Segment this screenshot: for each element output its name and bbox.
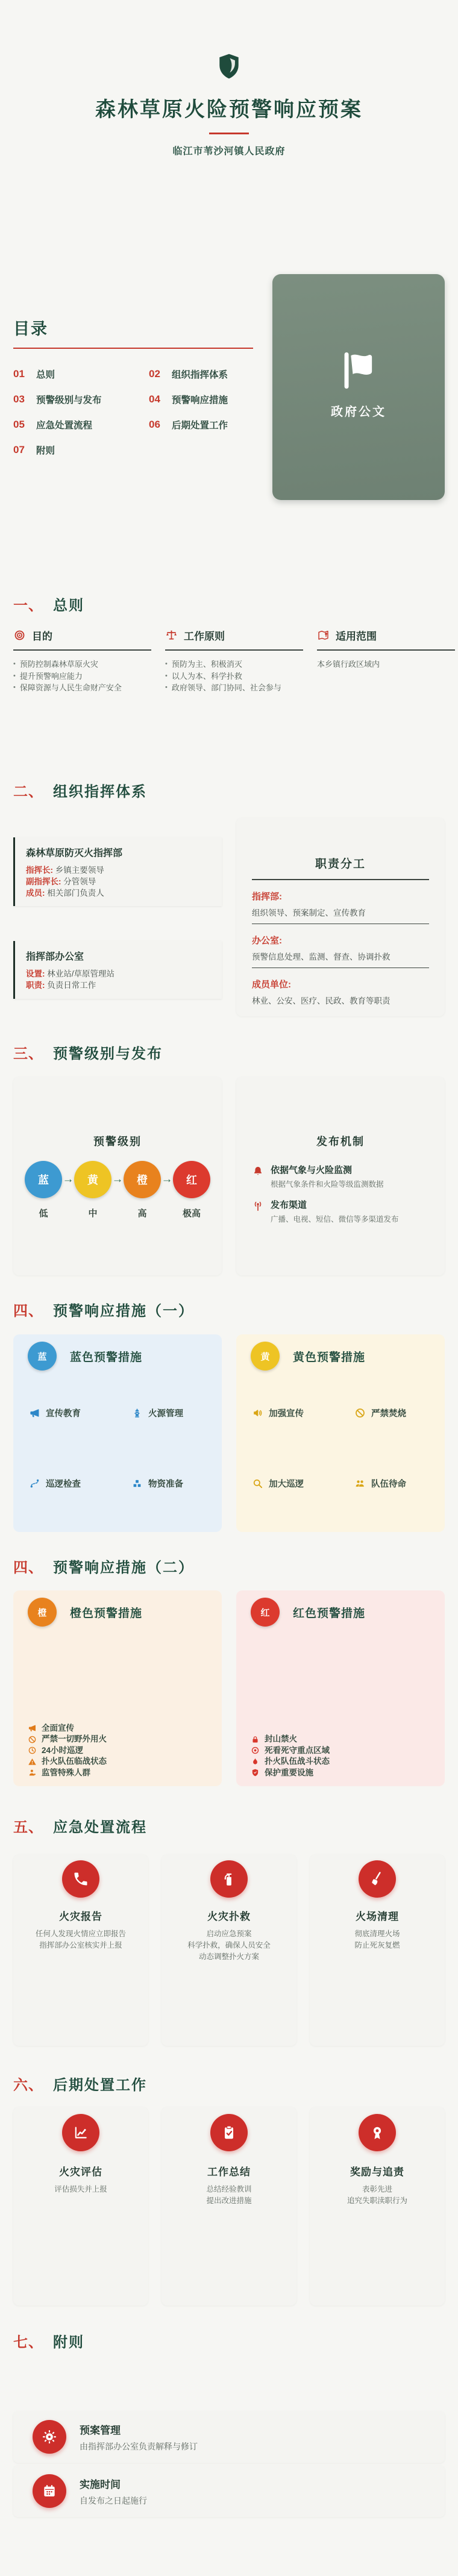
warning-triangle-icon (28, 1757, 37, 1766)
card-title: 黄色预警措施 (293, 1351, 366, 1364)
measure-grid (252, 1407, 430, 1490)
fire-hydrant-icon (131, 1407, 143, 1419)
calendar-icon (42, 2483, 57, 2499)
measure-label: 封山禁火 (265, 1734, 297, 1743)
toc-item-label: 应急处置流程 (36, 420, 93, 431)
flow-card-fighting (162, 1854, 296, 2046)
aftermath-title: 火灾评估 (59, 2166, 102, 2178)
measure-label: 火源管理 (148, 1409, 183, 1419)
flow-line: 启动应急预案 (206, 1930, 252, 1938)
toc-item-number: 01 (13, 368, 25, 380)
card-row (26, 876, 211, 887)
flow-line: 科学扑救，确保人员安全 (187, 1941, 271, 1949)
publish-item (252, 1165, 429, 1190)
alarm-bell-icon (252, 1165, 264, 1177)
toc-item-label: 组织指挥体系 (172, 370, 228, 380)
clock-icon (28, 1746, 37, 1755)
measure-item (29, 1407, 131, 1419)
duty-label: 指挥部: (252, 892, 282, 902)
broom-icon (369, 1871, 386, 1887)
measure-item (354, 1407, 430, 1419)
row-label: 成员: (26, 889, 45, 898)
section-title: 后期处置工作 (53, 2077, 147, 2093)
toc-heading: 目录 (13, 320, 48, 338)
card-row (26, 864, 211, 876)
section-4b-heading (13, 1555, 194, 1577)
toc-item (13, 443, 149, 457)
measure-label: 物资准备 (148, 1480, 183, 1489)
section-title: 应急处置流程 (53, 1819, 147, 1836)
column-items (165, 658, 303, 694)
aftermath-card-summary (162, 2107, 296, 2306)
card-header (251, 1598, 430, 1627)
duty-entry (252, 890, 429, 924)
publish-list (236, 1165, 445, 1225)
section-title: 总则 (53, 598, 84, 614)
measure-label: 巡逻检查 (46, 1480, 81, 1489)
medal-icon (369, 2124, 386, 2141)
measure-item (28, 1768, 107, 1779)
measure-item (28, 1723, 107, 1734)
row-value: 林业站/草原管理站 (47, 969, 115, 978)
measure-item (28, 1734, 107, 1745)
toc-item (13, 367, 149, 381)
arrow-right-icon: → (62, 1173, 74, 1186)
section-4a-heading (13, 1299, 194, 1320)
blue-badge: 蓝 (28, 1342, 57, 1371)
aftermath-title: 工作总结 (207, 2166, 251, 2178)
target-icon (13, 629, 26, 642)
flow-title: 火场清理 (356, 1911, 399, 1922)
appendix-desc: 由指挥部办公室负责解释与修订 (80, 2441, 198, 2451)
icon-circle (62, 1860, 99, 1898)
measure-grid (29, 1407, 207, 1490)
toc-item-number: 03 (13, 393, 25, 405)
duty-entry (252, 978, 429, 1011)
list-item: • 保障资源与人民生命财产安全 (13, 682, 151, 694)
measure-list (251, 1734, 330, 1778)
measure-label: 严禁焚烧 (371, 1409, 406, 1419)
icon-circle (33, 2474, 66, 2508)
warning-levels-card (13, 1077, 222, 1275)
level-steps (13, 1161, 222, 1198)
speaker-icon (252, 1407, 263, 1419)
toc-item (13, 392, 149, 407)
flow-title: 火灾报告 (59, 1911, 102, 1922)
clipboard-check-icon (221, 2124, 237, 2141)
aftermath-card-reward (310, 2107, 445, 2306)
phone-icon (72, 1871, 89, 1887)
row-value: 分管领导 (63, 877, 96, 886)
icon-circle (359, 1860, 396, 1898)
measure-label: 扑火队伍临战状态 (42, 1757, 107, 1766)
table-of-contents (13, 316, 272, 457)
shield-logo-icon (218, 53, 240, 80)
toc-item-number: 07 (13, 444, 25, 455)
aftermath-lines (310, 2184, 445, 2207)
measure-label: 严禁一切野外用火 (42, 1734, 107, 1743)
list-item: 本乡镇行政区域内 (317, 660, 380, 669)
gov-badge-label: 政府公文 (331, 405, 386, 419)
megaphone-icon (28, 1724, 37, 1733)
measure-label: 24小时巡逻 (42, 1745, 84, 1755)
aftermath-line: 表彰先进 (362, 2185, 392, 2193)
section-number: 四、 (13, 1303, 43, 1319)
list-item: • 提升预警响应能力 (13, 671, 151, 683)
section-7-heading (13, 2330, 84, 2351)
column-items (317, 658, 455, 671)
card-row (26, 968, 211, 980)
toc-item (149, 417, 272, 432)
measure-label: 死看死守重点区域 (265, 1745, 330, 1755)
flow-card-report (13, 1854, 148, 2046)
column-scope (317, 628, 455, 694)
section-number: 七、 (13, 2334, 43, 2351)
measure-item (29, 1477, 131, 1490)
row-label: 指挥长: (26, 866, 53, 875)
appendix-title: 预案管理 (80, 2424, 121, 2436)
blue-warning-card (13, 1334, 222, 1532)
flag-icon (336, 348, 381, 393)
no-burning-icon (354, 1407, 366, 1419)
publish-item-desc: 根据气象条件和火险等级监测数据 (271, 1180, 384, 1189)
section-1-columns (13, 628, 455, 694)
section-5-heading (13, 1815, 147, 1836)
row-value: 乡镇主要领导 (55, 866, 104, 875)
page-subtitle: 临江市苇沙河镇人民政府 (172, 146, 286, 157)
flow-line: 指挥部办公室核实并上报 (39, 1941, 122, 1949)
column-title: 适用范围 (336, 631, 377, 642)
flow-lines (162, 1928, 296, 1963)
flame-icon (251, 1757, 260, 1766)
card-title: 蓝色预警措施 (70, 1351, 143, 1364)
toc-item-number: 02 (149, 368, 160, 380)
flow-lines (13, 1928, 148, 1951)
duty-desc: 林业、公安、医疗、民政、教育等职责 (252, 996, 391, 1005)
measure-label: 保护重要设施 (265, 1768, 313, 1777)
section-3-heading (13, 1042, 163, 1063)
toc-item (149, 367, 272, 381)
flow-title: 火灾扑救 (207, 1911, 251, 1922)
toc-item (13, 417, 149, 432)
flow-line: 防止死灰复燃 (354, 1941, 400, 1949)
column-items (13, 658, 151, 694)
flow-cards (13, 1854, 445, 2046)
section-title: 预警响应措施（二） (53, 1560, 194, 1576)
flow-line: 彻底清理火场 (354, 1930, 400, 1938)
duty-desc: 预警信息处理、监测、督查、协调扑救 (252, 950, 429, 968)
section-number: 五、 (13, 1819, 43, 1836)
publish-item-desc: 广播、电视、短信、微信等多渠道发布 (271, 1215, 399, 1224)
appendix-text (80, 2476, 147, 2507)
aftermath-line: 总结经验教训 (206, 2185, 252, 2193)
person-icon (28, 1768, 37, 1777)
lock-icon (251, 1735, 260, 1744)
list-item: • 预防控制森林草原火灾 (13, 658, 151, 671)
measure-item (252, 1477, 354, 1490)
measure-item (354, 1477, 430, 1490)
duty-title: 职责分工 (252, 855, 429, 880)
appendix-row-management (13, 2411, 445, 2463)
toc-item-label: 预警级别与发布 (36, 395, 102, 405)
supplies-boxes-icon (131, 1478, 143, 1489)
gear-icon (42, 2429, 57, 2445)
toc-item-label: 后期处置工作 (172, 420, 228, 431)
level-label: 极高 (182, 1208, 201, 1219)
aftermath-lines (162, 2184, 296, 2207)
shield-check-icon (251, 1768, 260, 1777)
column-divider (165, 649, 303, 651)
toc-item-number: 04 (149, 393, 160, 405)
toc-item-label: 总则 (36, 370, 55, 380)
toc-item-label: 预警响应措施 (172, 395, 228, 405)
level-labels (13, 1207, 222, 1219)
level-circle-yellow: 黄 (74, 1161, 111, 1198)
card-title: 发布机制 (316, 1136, 365, 1148)
publish-mechanism-card (236, 1077, 445, 1275)
duty-desc: 组织领导、预案制定、宣传教育 (252, 906, 429, 924)
card-row (26, 980, 211, 991)
column-title: 目的 (32, 631, 52, 642)
section-number: 六、 (13, 2077, 43, 2093)
section-1-heading (13, 593, 84, 614)
page-title: 森林草原火险预警响应预案 (95, 98, 363, 121)
card-row (26, 887, 211, 899)
card-title: 森林草原防灭火指挥部 (26, 848, 123, 858)
section-title: 附则 (53, 2334, 84, 2351)
title-divider (209, 133, 249, 134)
flow-card-cleanup (310, 1854, 445, 2046)
measure-label: 宣传教育 (46, 1409, 81, 1419)
level-circle-red: 红 (173, 1161, 210, 1198)
card-title: 橙色预警措施 (70, 1607, 143, 1620)
aftermath-cards (13, 2107, 445, 2306)
section-number: 一、 (13, 598, 43, 614)
publish-item-title: 依据气象与火险监测 (271, 1165, 353, 1175)
section-title: 预警响应措施（一） (53, 1303, 194, 1319)
gov-document-badge-card (272, 274, 445, 500)
command-hq-card (13, 837, 222, 906)
section-6-heading (13, 2073, 147, 2094)
measure-label: 全面宣传 (42, 1723, 74, 1733)
measure-item (28, 1756, 107, 1768)
column-title: 工作原则 (184, 631, 225, 642)
measure-label: 扑火队伍战斗状态 (265, 1757, 330, 1766)
row-label: 职责: (26, 981, 45, 990)
icon-circle (210, 2114, 248, 2151)
arrow-right-icon: → (111, 1173, 124, 1186)
section-number: 三、 (13, 1046, 43, 1062)
toc-list (13, 367, 272, 457)
row-label: 设置: (26, 969, 45, 978)
duty-division-card (236, 818, 445, 1016)
toc-divider (13, 348, 253, 349)
duty-entry (252, 934, 429, 968)
publish-item-title: 发布渠道 (271, 1200, 307, 1210)
column-principles (165, 628, 303, 694)
card-title: 指挥部办公室 (26, 952, 84, 962)
measure-item (252, 1407, 354, 1419)
list-item: • 以人为本、科学扑救 (165, 671, 303, 683)
row-value: 相关部门负责人 (47, 889, 104, 898)
measure-label: 队伍待命 (371, 1480, 406, 1489)
aftermath-card-assessment (13, 2107, 148, 2306)
icon-circle (33, 2420, 66, 2454)
level-label: 中 (88, 1208, 98, 1219)
chart-line-icon (72, 2124, 89, 2141)
no-fire-icon (28, 1735, 37, 1744)
card-header (28, 1342, 207, 1371)
card-title: 红色预警措施 (293, 1607, 366, 1620)
map-pin-icon (317, 629, 330, 642)
measure-item (28, 1745, 107, 1757)
broadcast-icon (252, 1200, 264, 1212)
flow-lines (310, 1928, 445, 1951)
card-header (28, 1598, 207, 1627)
toc-item-number: 05 (13, 419, 25, 430)
orange-badge: 橙 (28, 1598, 57, 1627)
aftermath-line: 追究失职渎职行为 (347, 2196, 407, 2205)
measure-item (251, 1756, 330, 1768)
patrol-route-icon (29, 1478, 40, 1489)
level-label: 低 (39, 1208, 48, 1219)
list-item: • 政府领导、部门协同、社会参与 (165, 682, 303, 694)
bullseye-icon (251, 1746, 260, 1755)
aftermath-title: 奖励与追责 (350, 2166, 404, 2178)
level-label: 高 (137, 1208, 147, 1219)
appendix-row-effective-date (13, 2465, 445, 2517)
column-header (165, 628, 303, 643)
section-title: 组织指挥体系 (53, 784, 147, 800)
measure-item (251, 1745, 330, 1757)
megaphone-icon (29, 1407, 40, 1419)
card-title: 预警级别 (93, 1136, 142, 1148)
duty-label: 成员单位: (252, 980, 291, 990)
appendix-text (80, 2422, 198, 2453)
section-number: 二、 (13, 784, 43, 800)
icon-circle (359, 2114, 396, 2151)
appendix-desc: 自发布之日起施行 (80, 2495, 147, 2506)
scale-icon (165, 629, 178, 642)
publish-item (252, 1199, 429, 1225)
measure-list (28, 1723, 107, 1779)
measure-label: 监管特殊人群 (42, 1768, 90, 1777)
icon-circle (62, 2114, 99, 2151)
measure-item (251, 1734, 330, 1745)
fire-extinguisher-icon (221, 1871, 237, 1887)
column-divider (13, 649, 151, 651)
aftermath-lines (13, 2184, 148, 2195)
section-2-heading (13, 780, 147, 801)
arrow-right-icon: → (161, 1173, 173, 1186)
flow-line: 任何人发现火情应立即报告 (35, 1930, 126, 1938)
measure-item (251, 1768, 330, 1779)
column-purpose (13, 628, 151, 694)
aftermath-line: 提出改进措施 (206, 2196, 252, 2205)
measure-label: 加强宣传 (269, 1409, 304, 1419)
card-header (251, 1342, 430, 1371)
red-badge: 红 (251, 1598, 280, 1627)
flow-line: 动态调整扑火方案 (198, 1952, 259, 1961)
column-header (317, 628, 455, 643)
hq-office-card (13, 941, 222, 999)
section-number: 四、 (13, 1560, 43, 1576)
toc-item-label: 附则 (36, 446, 55, 456)
duty-label: 办公室: (252, 936, 282, 946)
search-icon (252, 1478, 263, 1489)
row-label: 副指挥长: (26, 877, 61, 886)
yellow-badge: 黄 (251, 1342, 280, 1371)
orange-warning-card (13, 1590, 222, 1786)
toc-item-number: 06 (149, 419, 160, 430)
column-header (13, 628, 151, 643)
section-title: 预警级别与发布 (53, 1046, 163, 1062)
level-circle-blue: 蓝 (25, 1161, 62, 1198)
column-divider (317, 649, 455, 651)
yellow-warning-card (236, 1334, 445, 1532)
toc-item (149, 392, 272, 407)
measure-item (131, 1477, 207, 1490)
red-warning-card (236, 1590, 445, 1786)
measure-label: 加大巡逻 (269, 1480, 304, 1489)
icon-circle (210, 1860, 248, 1898)
level-circle-orange: 橙 (124, 1161, 161, 1198)
measure-item (131, 1407, 207, 1419)
row-value: 负责日常工作 (47, 981, 96, 990)
appendix-title: 实施时间 (80, 2478, 121, 2490)
aftermath-line: 评估损失并上报 (54, 2185, 107, 2193)
team-icon (354, 1478, 366, 1489)
list-item: • 预防为主、积极消灭 (165, 658, 303, 671)
